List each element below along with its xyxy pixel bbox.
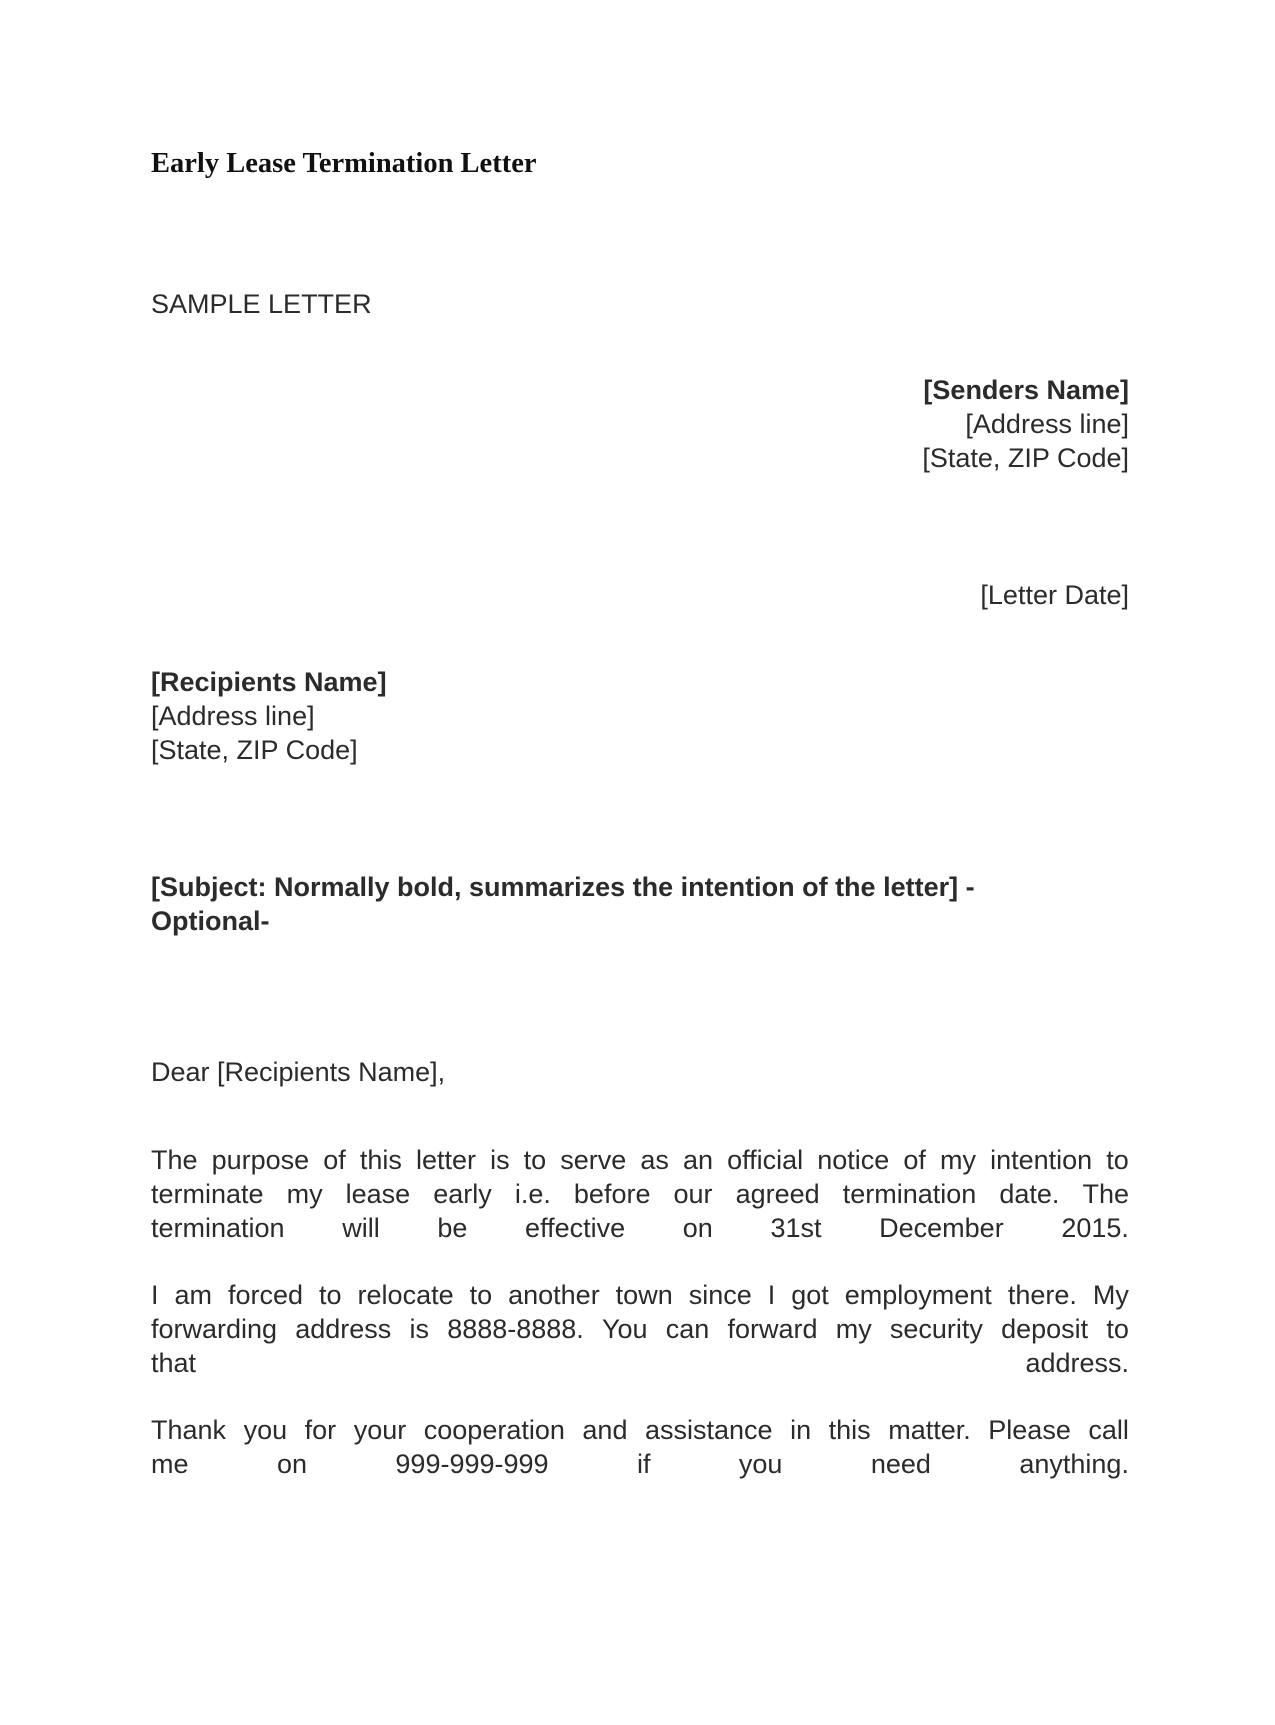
sender-name: [Senders Name]: [923, 375, 1129, 405]
word: on: [682, 1213, 713, 1243]
word: You: [602, 1314, 648, 1344]
word: forward: [727, 1314, 818, 1344]
word: our: [673, 1179, 713, 1209]
word: will: [342, 1213, 380, 1243]
word: forced: [228, 1280, 304, 1310]
word: I: [151, 1280, 159, 1310]
word: call: [1088, 1415, 1129, 1445]
word: on: [276, 1449, 307, 1479]
word: town: [615, 1280, 673, 1310]
word: early: [433, 1179, 492, 1209]
paragraph-line: [151, 1143, 1129, 1177]
word: forwarding: [151, 1314, 278, 1344]
word: The: [1082, 1179, 1129, 1209]
word: as: [640, 1145, 669, 1175]
word: relocate: [357, 1280, 454, 1310]
word: anything.: [1019, 1449, 1129, 1479]
word: cooperation: [423, 1415, 565, 1445]
word: to: [469, 1280, 493, 1310]
paragraph-line: [151, 1278, 1129, 1312]
body-paragraph-3: [151, 1413, 1129, 1481]
word: my: [286, 1179, 323, 1209]
word: is: [490, 1145, 510, 1175]
word: purpose: [211, 1145, 310, 1175]
subject-line-1: [Subject: Normally bold, summarizes the intention of the letter] -: [151, 872, 975, 902]
sender-state-zip: [State, ZIP Code]: [922, 443, 1129, 473]
word: serve: [560, 1145, 627, 1175]
word: letter: [415, 1145, 477, 1175]
greeting: Dear [Recipients Name],: [151, 1057, 446, 1087]
word: 2015.: [1061, 1213, 1129, 1243]
paragraph-line: [151, 1177, 1129, 1211]
recipient-block: [151, 665, 387, 767]
word: Please: [988, 1415, 1071, 1445]
recipient-address-line: [Address line]: [151, 701, 315, 731]
letter-date-text: [Letter Date]: [980, 580, 1129, 610]
word: December: [879, 1213, 1004, 1243]
word: am: [174, 1280, 213, 1310]
word: another: [508, 1280, 600, 1310]
word: for: [304, 1415, 337, 1445]
word: got: [791, 1280, 829, 1310]
document-title: Early Lease Termination Letter: [151, 148, 537, 179]
sender-block: [922, 373, 1129, 475]
word: need: [870, 1449, 931, 1479]
word: agreed: [735, 1179, 820, 1209]
word: termination: [151, 1213, 285, 1243]
paragraph-line: [151, 1346, 1129, 1380]
word: My: [1092, 1280, 1129, 1310]
word: in: [790, 1415, 812, 1445]
word: that: [151, 1348, 197, 1378]
word: intention: [990, 1145, 1093, 1175]
word: address: [295, 1314, 392, 1344]
word: before: [573, 1179, 651, 1209]
word: deposit: [1001, 1314, 1089, 1344]
word: of: [903, 1145, 926, 1175]
word: you: [243, 1415, 288, 1445]
sender-address-line: [Address line]: [965, 409, 1129, 439]
word: and: [582, 1415, 628, 1445]
word: since: [688, 1280, 752, 1310]
word: notice: [817, 1145, 890, 1175]
word: 999-999-999: [395, 1449, 549, 1479]
word: 31st: [770, 1213, 822, 1243]
word: my: [940, 1145, 976, 1175]
recipient-name: [Recipients Name]: [151, 667, 387, 697]
word: this: [828, 1415, 871, 1445]
word: lease: [345, 1179, 411, 1209]
word: if: [636, 1449, 651, 1479]
word: date.: [999, 1179, 1060, 1209]
word: termination: [842, 1179, 977, 1209]
word: matter.: [888, 1415, 971, 1445]
word: address.: [1025, 1348, 1129, 1378]
word: of: [323, 1145, 346, 1175]
word: can: [665, 1314, 710, 1344]
word: to: [319, 1280, 342, 1310]
word: Thank: [151, 1415, 227, 1445]
recipient-state-zip: [State, ZIP Code]: [151, 735, 358, 765]
word: i.e.: [514, 1179, 551, 1209]
word: assistance: [645, 1415, 773, 1445]
word: to: [1106, 1314, 1129, 1344]
word: terminate: [151, 1179, 264, 1209]
word: The: [151, 1145, 198, 1175]
word: be: [437, 1213, 468, 1243]
word: this: [359, 1145, 402, 1175]
word: an: [683, 1145, 714, 1175]
body-paragraph-1: [151, 1143, 1129, 1245]
word: my: [835, 1314, 872, 1344]
word: employment: [844, 1280, 992, 1310]
word: is: [409, 1314, 429, 1344]
paragraph-line: [151, 1447, 1129, 1481]
paragraph-line: [151, 1413, 1129, 1447]
paragraph-line: [151, 1211, 1129, 1245]
word: to: [523, 1145, 547, 1175]
word: effective: [525, 1213, 626, 1243]
word: there.: [1007, 1280, 1077, 1310]
word: security: [889, 1314, 983, 1344]
word: I: [767, 1280, 776, 1310]
sample-letter-label: SAMPLE LETTER: [151, 289, 372, 319]
subject-line: [151, 870, 1129, 938]
word: official: [727, 1145, 804, 1175]
body-paragraph-2: [151, 1278, 1129, 1380]
word: you: [738, 1449, 783, 1479]
word: your: [353, 1415, 407, 1445]
paragraph-line: [151, 1312, 1129, 1346]
letter-date: [980, 578, 1129, 612]
word: to: [1106, 1145, 1129, 1175]
word: 8888-8888.: [447, 1314, 584, 1344]
subject-line-2: Optional-: [151, 906, 270, 936]
word: me: [151, 1449, 189, 1479]
